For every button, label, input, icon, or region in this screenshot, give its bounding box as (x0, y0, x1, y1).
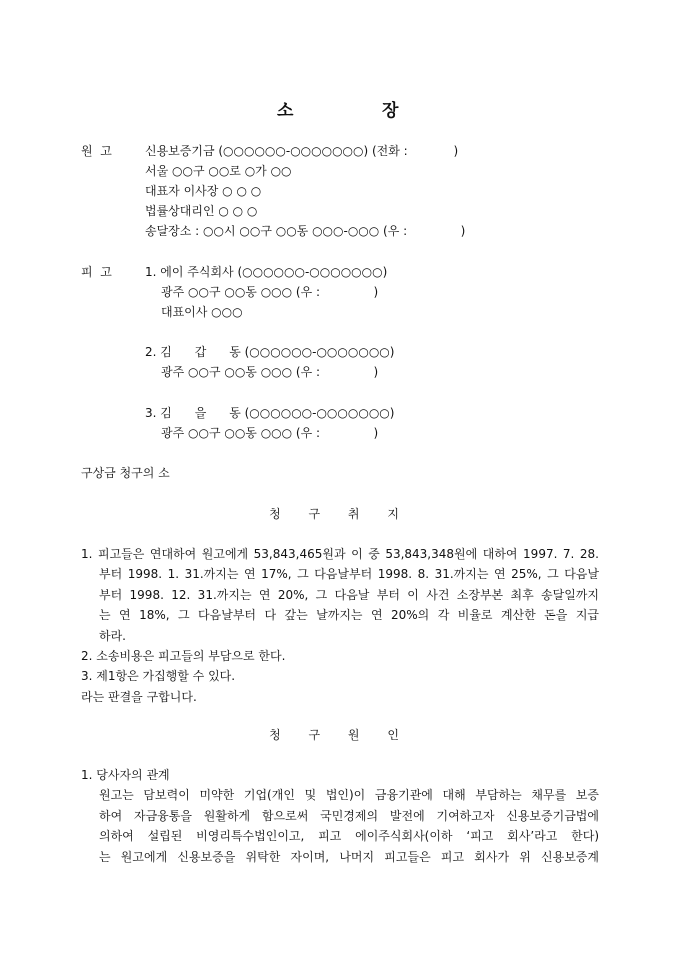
claim-cause-line: 원고는 담보력이 미약한 기업(개인 및 법인)이 금융기관에 대해 부담하는 채무를 보증 (99, 788, 599, 803)
claim-cause-line: 하여 자금융통을 원활하게 함으로써 국민경제의 발전에 기여하고자 신용보증기금법에 (99, 808, 599, 823)
plaintiff-label: 원 고 (81, 144, 112, 158)
plaintiff-line: 대표자 이사장 ○ ○ ○ (145, 184, 262, 198)
defendant-head: 1. 에이 주식회사 (○○○○○○-○○○○○○○) (145, 265, 388, 279)
defendants-label: 피 고 (81, 265, 112, 279)
claim-purpose-item1 (81, 544, 599, 707)
document-title (0, 96, 680, 121)
defendant-line: 광주 ○○구 ○○동 ○○○ (우 : ) (161, 285, 379, 299)
plaintiff-line: 법률상대리인 ○ ○ ○ (145, 204, 258, 218)
plaintiff-line: 서울 ○○구 ○○로 ○가 ○○ (145, 164, 292, 178)
claim-line: 1. 피고들은 연대하여 원고에게 53,843,465원과 이 중 53,843,348원에 대하여 1997. 7. 28. (81, 547, 599, 561)
claim-purpose-item2: 2. 소송비용은 피고들의 부담으로 한다. (81, 648, 286, 663)
defendant-line: 광주 ○○구 ○○동 ○○○ (우 : ) (161, 365, 379, 379)
claim-purpose-heading: 청 구 취 지 (269, 507, 411, 521)
claim-cause-line: 의하여 설립된 비영리특수법인이고, 피고 에이주식회사(이하 ‘피고 회사’라고 한다) (99, 829, 599, 844)
claim-line: 부터 1998. 1. 31.까지는 연 17%, 그 다음날부터 1998. 8. 31.까지는 연 25%, 그 다음날 (99, 567, 599, 582)
claim-line: 는 연 18%, 그 다음날부터 다 갚는 날까지는 연 20%의 각 비율로 계산한 돈을 지급 (99, 608, 599, 623)
plaintiff-line: 신용보증기금 (○○○○○○-○○○○○○○) (전화 : ) (145, 144, 459, 158)
claim-cause-line: 는 원고에게 신용보증을 위탁한 자이며, 나머지 피고들은 피고 회사가 위 신용보증계 (99, 849, 599, 864)
case-name: 구상금 청구의 소 (81, 466, 170, 480)
claim-purpose-closing: 라는 판결을 구합니다. (81, 689, 197, 704)
title-char-right: 장 (382, 101, 399, 121)
defendant-line: 대표이사 ○○○ (161, 305, 243, 319)
title-char-left: 소 (277, 101, 294, 121)
claim-line: 하라. (99, 628, 126, 643)
claim-cause-subheading: 1. 당사자의 관계 (81, 768, 170, 782)
plaintiff-line: 송달장소 : ○○시 ○○구 ○○동 ○○○-○○○ (우 : ) (145, 224, 466, 238)
claim-cause-body (81, 765, 599, 867)
claim-purpose-item3: 3. 제1항은 가집행할 수 있다. (81, 669, 236, 684)
defendant-head: 2. 김 갑 동 (○○○○○○-○○○○○○○) (145, 345, 395, 359)
defendant-head: 3. 김 을 동 (○○○○○○-○○○○○○○) (145, 406, 395, 420)
defendant-line: 광주 ○○구 ○○동 ○○○ (우 : ) (161, 426, 379, 440)
claim-cause-heading: 청 구 원 인 (269, 728, 411, 742)
claim-line: 부터 1998. 12. 31.까지는 연 20%, 그 다음날 부터 이 사건 소장부본 최후 송달일까지 (99, 587, 599, 602)
